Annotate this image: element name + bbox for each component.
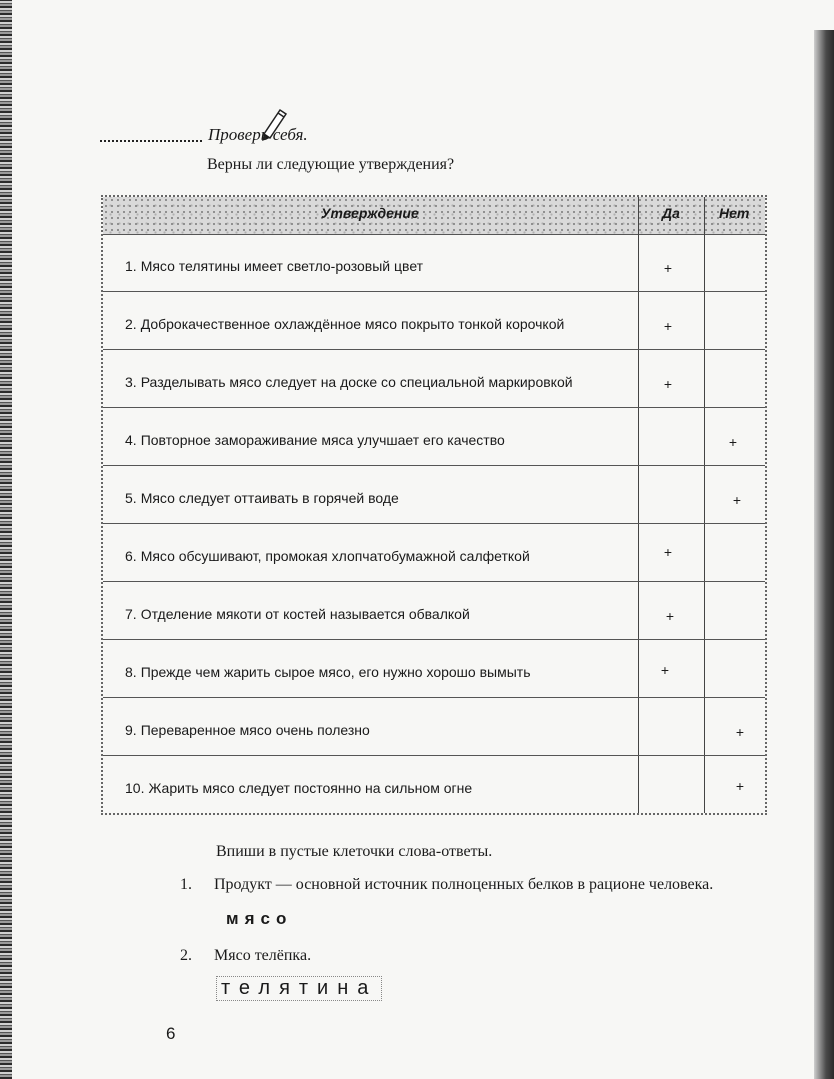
statements-table — [101, 195, 767, 815]
header-no: Нет — [719, 205, 750, 221]
table-row — [103, 582, 765, 640]
yes-mark: + — [660, 662, 670, 678]
yes-mark: + — [663, 318, 673, 334]
no-mark: + — [735, 724, 745, 740]
statement-text: 1. Мясо телятины имеет светло-розовый цвет — [125, 258, 424, 274]
item-number: 1. — [180, 876, 192, 893]
question-text: Верны ли следующие утверждения? — [207, 156, 455, 173]
statement-text: 9. Переваренное мясо очень полезно — [125, 722, 370, 738]
exercise-instruction: Впиши в пустые клеточки слова-ответы. — [216, 843, 493, 860]
table-row — [103, 350, 765, 408]
table-row — [103, 698, 765, 756]
item-number: 2. — [180, 947, 192, 964]
table-row — [103, 234, 765, 292]
table-row — [103, 524, 765, 582]
dotted-line — [100, 140, 202, 142]
check-header — [100, 118, 500, 148]
table-row — [103, 408, 765, 466]
yes-mark: + — [665, 608, 675, 624]
statement-text: 5. Мясо следует оттаивать в горячей воде — [125, 490, 399, 506]
yes-mark: + — [663, 376, 673, 392]
statement-text: 6. Мясо обсушивают, промокая хлопчатобумажной салфеткой — [125, 548, 530, 564]
statement-text: 8. Прежде чем жарить сырое мясо, его нужно хорошо вымыть — [125, 664, 531, 680]
book-binding-edge — [0, 0, 12, 1079]
header-yes: Да — [662, 205, 680, 221]
answer-field[interactable]: телятина — [216, 976, 382, 1001]
item-text: Мясо телёпка. — [214, 947, 312, 964]
table-row — [103, 640, 765, 698]
no-mark: + — [732, 492, 742, 508]
no-mark: + — [735, 778, 745, 794]
item-text: Продукт — основной источник полноценных белков в рационе человека. — [214, 876, 714, 893]
yes-mark: + — [663, 544, 673, 560]
check-title: Проверь себя. — [208, 125, 308, 144]
statement-text: 2. Доброкачественное охлаждённое мясо покрыто тонкой корочкой — [125, 316, 565, 332]
page-shadow-edge — [814, 30, 834, 1079]
page-number: 6 — [166, 1024, 176, 1043]
statement-text: 3. Разделывать мясо следует на доске со специальной маркировкой — [125, 374, 573, 390]
answer-field[interactable]: мясо — [226, 909, 293, 928]
yes-mark: + — [663, 260, 673, 276]
table-row — [103, 292, 765, 350]
statement-text: 7. Отделение мякоти от костей называется обвалкой — [125, 606, 470, 622]
table-header — [103, 197, 765, 235]
statement-text: 4. Повторное замораживание мяса улучшает его качество — [125, 432, 505, 448]
statement-text: 10. Жарить мясо следует постоянно на сильном огне — [125, 780, 473, 796]
header-statement: Утверждение — [321, 205, 419, 221]
table-row — [103, 466, 765, 524]
table-row — [103, 756, 765, 814]
no-mark: + — [728, 434, 738, 450]
